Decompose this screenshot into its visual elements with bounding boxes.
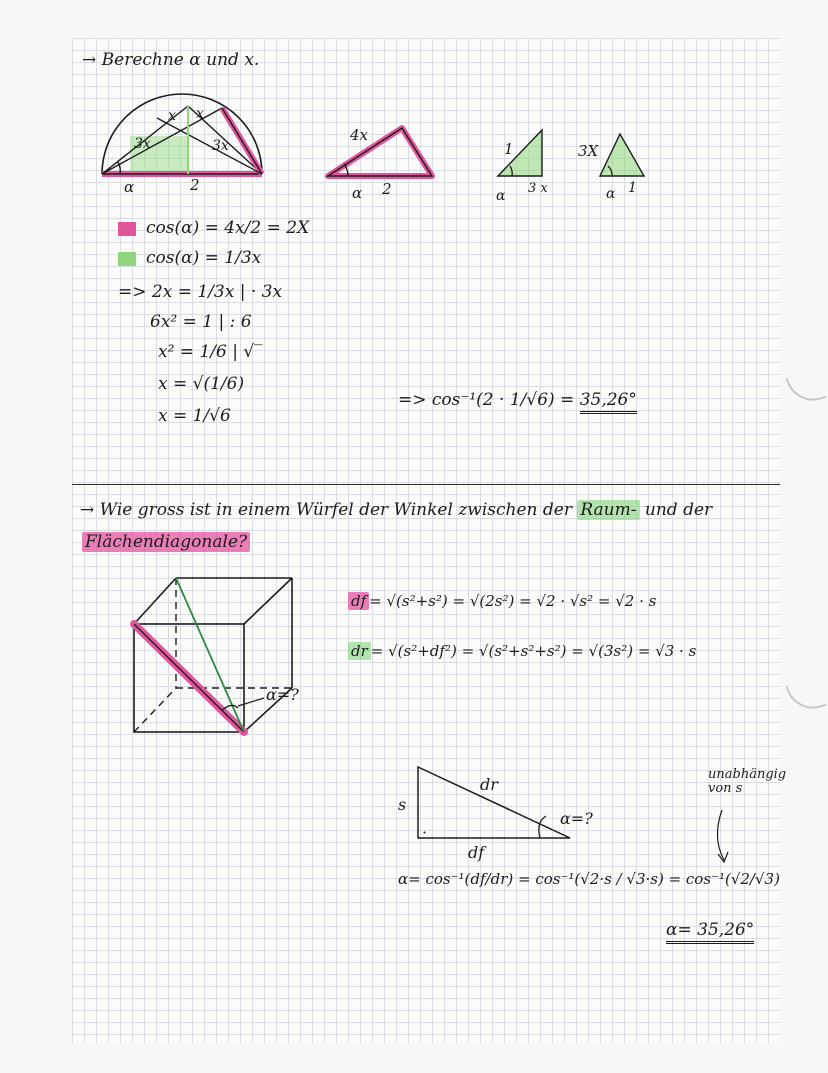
green-tri2-angle: α	[606, 186, 616, 202]
word-raum: Raum-	[577, 500, 639, 520]
df-label: df	[348, 592, 369, 610]
cube-angle-label: α=?	[266, 685, 299, 704]
derivation-line-3: => 2x = 1/3x | · 3x	[118, 282, 283, 302]
derivation-line-4: 6x² = 1 | : 6	[150, 312, 252, 332]
note-unabhaengig: unabhängig von s	[708, 767, 787, 796]
top-label-left: x	[168, 108, 176, 124]
derivation-line-2: cos(α) = 1/3x	[118, 248, 261, 268]
derivation-line-5: x² = 1/6 | √‾	[158, 342, 263, 362]
base-label: 2	[190, 176, 200, 194]
note-arrow	[72, 38, 787, 1043]
task1-prompt: → Berechne α und x.	[82, 50, 260, 70]
word-flaechendiagonale: Flächendiagonale?	[82, 532, 250, 552]
task2-prompt-line1: → Wie gross ist in einem Würfel der Winkel zwischen der Raum- und der	[80, 500, 713, 520]
pink-tri-hyp: 4x	[350, 126, 369, 144]
tri-side-s: s	[398, 795, 407, 814]
result-expression: => cos⁻¹(2 · 1/√6) =	[398, 390, 575, 410]
green-tri1-leg: 1	[504, 140, 514, 158]
result-value: 35,26°	[580, 390, 637, 414]
eq-df: df = √(s²+s²) = √(2s²) = √2 · √s² = √2 · s	[348, 592, 656, 610]
green-tri1-base: 3 x	[528, 181, 548, 196]
binder-ring-mark	[785, 675, 826, 716]
derivation-line-1: cos(α) = 4x/2 = 2X	[118, 218, 309, 238]
green-tri2-base: 1	[628, 180, 637, 196]
derivation-line-6: x = √(1/6)	[158, 374, 245, 394]
tri-base-df: df	[468, 843, 485, 862]
green-tri2-hyp: 3X	[578, 142, 599, 160]
angle-label: α	[124, 178, 135, 196]
derivation-line-7: x = 1/√6	[158, 406, 231, 426]
final-equation: α= cos⁻¹(df/dr) = cos⁻¹(√2·s / √3·s) = cos⁻¹(√2/√3)	[398, 870, 780, 888]
pink-tri-base: 2	[382, 180, 392, 198]
eq-dr: dr = √(s²+df²) = √(s²+s²+s²) = √(3s²) = √3 · s	[348, 642, 696, 660]
pink-tri-angle: α	[352, 184, 363, 202]
task2-result: α= 35,26°	[666, 920, 754, 940]
chord-label-left: 3x	[134, 136, 151, 152]
notebook-page	[72, 38, 787, 1043]
chord-label-right: 3x	[212, 138, 229, 154]
dr-label: dr	[348, 642, 371, 660]
tri-angle: α=?	[560, 809, 593, 828]
green-tri1-angle: α	[496, 188, 506, 204]
top-label-right: x	[196, 106, 204, 122]
tri-hyp-dr: dr	[480, 775, 498, 794]
binder-ring-mark	[785, 367, 826, 408]
